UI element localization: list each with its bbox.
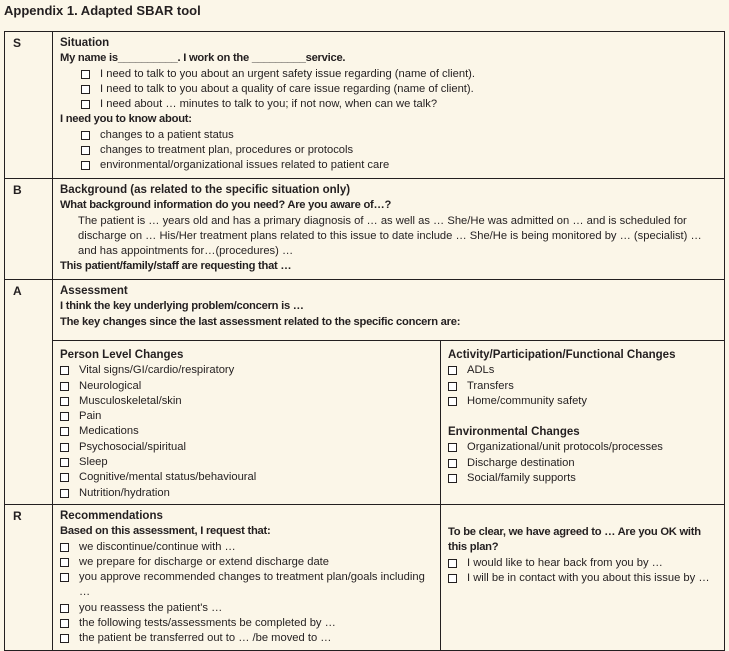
checkbox[interactable]	[60, 397, 69, 406]
situation-heading: Situation	[60, 37, 110, 49]
checkbox-label: the following tests/assessments be completed by …	[79, 617, 336, 630]
list-item	[81, 143, 718, 158]
assessment-letter: A	[5, 280, 53, 505]
checkbox-label: Medications	[79, 425, 139, 438]
situation-intro: My name is__________. I work on the _________service.	[60, 52, 346, 65]
recommendations-cell	[53, 504, 441, 650]
list-item	[448, 571, 718, 586]
checkbox-label: Social/family supports	[467, 472, 576, 485]
list-item	[448, 379, 718, 394]
person-changes-cell	[53, 341, 441, 505]
checkbox-label: we prepare for discharge or extend discharge date	[79, 555, 330, 568]
appendix-title: Appendix 1. Adapted SBAR tool	[4, 3, 201, 18]
person-checklist	[60, 363, 434, 501]
list-item	[60, 616, 434, 631]
checkbox-label: Discharge destination	[467, 456, 575, 469]
environment-checklist	[448, 440, 718, 486]
checkbox-label: Transfers	[467, 379, 514, 392]
checkbox-label: ADLs	[467, 364, 495, 377]
checkbox-label: Home/community safety	[467, 394, 587, 407]
checkbox-label: Psychosocial/spiritual	[79, 440, 186, 453]
checkbox[interactable]	[60, 366, 69, 375]
checkbox[interactable]	[448, 559, 457, 568]
assessment-heading: Assessment	[60, 285, 128, 297]
checkbox[interactable]	[81, 161, 90, 170]
list-item	[448, 471, 718, 486]
checkbox-label: I will be in contact with you about this issue by …	[467, 571, 710, 584]
checkbox[interactable]	[60, 489, 69, 498]
assessment-line-1: I think the key underlying problem/concern is …	[60, 300, 304, 313]
checkbox[interactable]	[448, 574, 457, 583]
list-item	[60, 486, 434, 501]
activity-environment-cell	[441, 341, 725, 505]
agree-checklist	[448, 556, 718, 587]
background-question: What background information do you need? Are you aware of…?	[60, 199, 392, 212]
background-paragraph: The patient is … years old and has a primary diagnosis of … as well as … She/He was admitted on … and is scheduled for discharge on … His/Her treatment plans related to this issue to date include … She/He is being monitored by … (specialist) … and has appointments for…(procedures) …	[78, 214, 702, 258]
sbar-table	[4, 31, 725, 651]
list-item	[448, 440, 718, 455]
situation-row	[5, 32, 725, 179]
list-item	[60, 470, 434, 485]
list-item	[448, 556, 718, 571]
list-item	[60, 601, 434, 616]
checkbox[interactable]	[448, 397, 457, 406]
checkbox[interactable]	[81, 100, 90, 109]
list-item	[81, 82, 718, 97]
background-cell	[53, 179, 725, 280]
list-item	[60, 455, 434, 470]
know-checklist	[60, 128, 718, 174]
list-item	[60, 540, 434, 555]
list-item	[448, 363, 718, 378]
checkbox-label: Organizational/unit protocols/processes	[467, 441, 663, 454]
checkbox-label: I need to talk to you about an urgent safety issue regarding (name of client).	[100, 67, 476, 80]
checkbox-label: changes to a patient status	[100, 128, 234, 141]
background-requesting: This patient/family/staff are requesting that …	[60, 260, 292, 273]
checkbox[interactable]	[448, 474, 457, 483]
background-heading: Background (as related to the specific situation only)	[60, 184, 351, 196]
situation-cell	[53, 32, 725, 179]
checkbox-label: Cognitive/mental status/behavioural	[79, 471, 257, 484]
recommendations-row	[5, 504, 725, 650]
checkbox[interactable]	[60, 558, 69, 567]
checkbox[interactable]	[60, 573, 69, 582]
situation-checklist	[60, 67, 718, 113]
checkbox[interactable]	[448, 459, 457, 468]
list-item	[60, 440, 434, 455]
list-item	[60, 409, 434, 424]
list-item	[81, 97, 718, 112]
checkbox-label: I need about … minutes to talk to you; if not now, when can we talk?	[100, 98, 438, 111]
checkbox[interactable]	[60, 619, 69, 628]
checkbox-label: I need to talk to you about a quality of care issue regarding (name of client).	[100, 82, 474, 95]
checkbox-label: Musculoskeletal/skin	[79, 394, 182, 407]
know-label: I need you to know about:	[60, 113, 192, 126]
assessment-line-2: The key changes since the last assessment related to the specific concern are:	[60, 315, 461, 328]
assessment-row	[5, 280, 725, 341]
list-item	[448, 456, 718, 471]
list-item	[60, 570, 434, 601]
assessment-cell	[53, 280, 725, 341]
list-item	[60, 631, 434, 646]
checkbox-label: you approve recommended changes to treatment plan/goals including …	[79, 571, 425, 599]
checkbox[interactable]	[60, 543, 69, 552]
list-item	[81, 128, 718, 143]
checkbox[interactable]	[81, 70, 90, 79]
list-item	[60, 424, 434, 439]
checkbox-label: we discontinue/continue with …	[79, 540, 236, 553]
checkbox[interactable]	[81, 131, 90, 140]
activity-heading: Activity/Participation/Functional Changes	[448, 349, 676, 361]
checkbox-label: environmental/organizational issues related to patient care	[100, 159, 390, 172]
checkbox-label: Neurological	[79, 379, 142, 392]
list-item	[60, 379, 434, 394]
checkbox-label: Vital signs/GI/cardio/respiratory	[79, 364, 235, 377]
checkbox[interactable]	[448, 382, 457, 391]
list-item	[60, 394, 434, 409]
list-item	[60, 555, 434, 570]
checkbox[interactable]	[60, 443, 69, 452]
agree-label: To be clear, we have agreed to … Are you OK with this plan?	[448, 525, 701, 554]
checkbox[interactable]	[60, 604, 69, 613]
list-item	[81, 67, 718, 82]
checkbox[interactable]	[60, 427, 69, 436]
checkbox[interactable]	[60, 382, 69, 391]
checkbox[interactable]	[448, 366, 457, 375]
checkbox-label: you reassess the patient's …	[79, 601, 223, 614]
background-letter: B	[5, 179, 53, 280]
list-item	[448, 394, 718, 409]
list-item	[60, 363, 434, 378]
request-checklist	[60, 540, 434, 647]
checkbox-label: I would like to hear back from you by …	[467, 556, 663, 569]
list-item	[81, 158, 718, 173]
checkbox[interactable]	[81, 85, 90, 94]
recommendations-letter: R	[5, 504, 53, 650]
recommendations-heading: Recommendations	[60, 509, 163, 522]
assessment-changes-row	[5, 341, 725, 505]
agreement-cell	[441, 504, 725, 650]
checkbox[interactable]	[448, 443, 457, 452]
activity-checklist	[448, 363, 718, 409]
environment-heading: Environmental Changes	[448, 426, 580, 439]
checkbox[interactable]	[60, 634, 69, 643]
situation-letter: S	[5, 32, 53, 179]
checkbox[interactable]	[60, 473, 69, 482]
checkbox-label: changes to treatment plan, procedures or protocols	[100, 144, 354, 157]
checkbox-label: Pain	[79, 410, 102, 423]
checkbox[interactable]	[81, 146, 90, 155]
person-heading: Person Level Changes	[60, 349, 184, 361]
checkbox-label: Sleep	[79, 456, 108, 469]
checkbox-label: Nutrition/hydration	[79, 486, 170, 499]
checkbox[interactable]	[60, 412, 69, 421]
background-row	[5, 179, 725, 280]
checkbox-label: the patient be transferred out to … /be moved to …	[79, 632, 332, 645]
checkbox[interactable]	[60, 458, 69, 467]
request-label: Based on this assessment, I request that:	[60, 525, 271, 538]
